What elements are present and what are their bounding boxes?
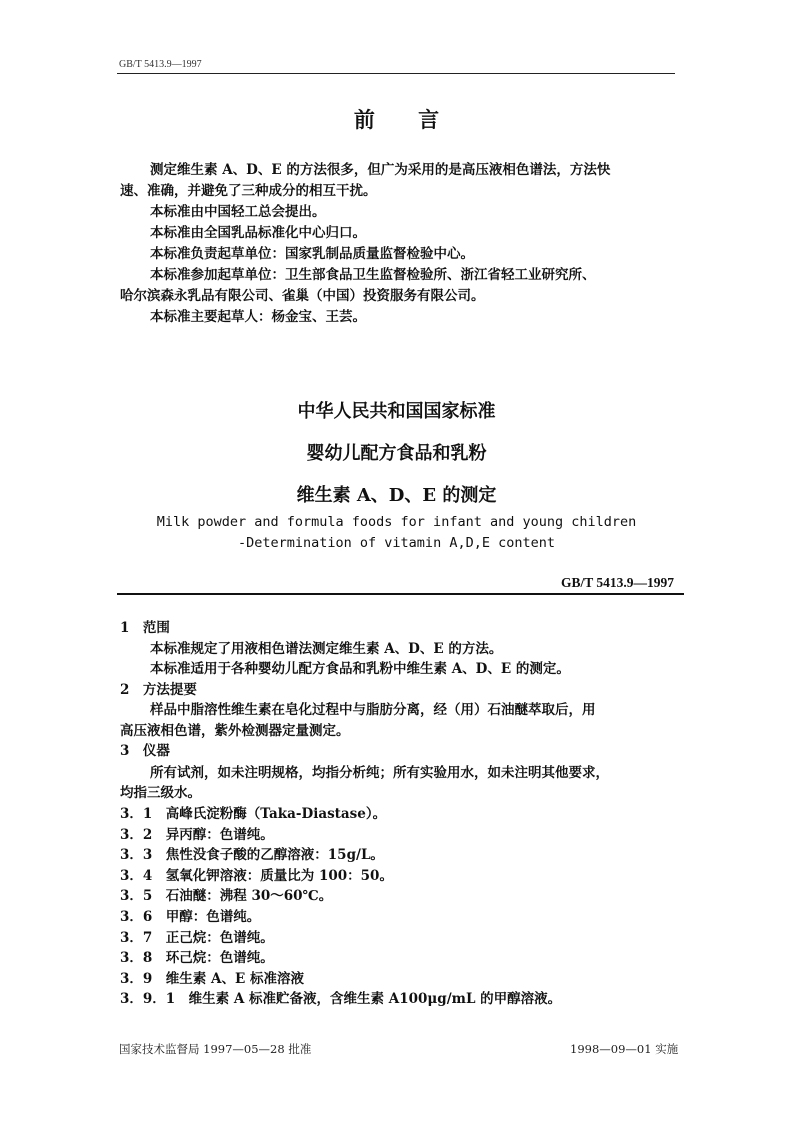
body-line: 本标准规定了用液相色谱法测定维生素 A、D、E 的方法。 bbox=[150, 641, 503, 657]
section-heading: 1 范围 bbox=[120, 620, 170, 636]
body-line: 本标准适用于各种婴幼儿配方食品和乳粉中维生素 A、D、E 的测定。 bbox=[150, 661, 570, 677]
preface-line: 本标准参加起草单位：卫生部食品卫生监督检验所、浙江省轻工业研究所、 bbox=[150, 267, 596, 283]
preface-line: 哈尔滨森永乳品有限公司、雀巢（中国）投资服务有限公司。 bbox=[120, 288, 485, 304]
preface-line: 本标准由中国轻工总会提出。 bbox=[150, 204, 326, 220]
running-header-code: GB/T 5413.9—1997 bbox=[119, 59, 202, 70]
list-item: 3．9．1 维生素 A 标准贮备液，含维生素 A100μg/mL 的甲醇溶液。 bbox=[120, 991, 562, 1007]
preface-line: 本标准主要起草人：杨金宝、王芸。 bbox=[150, 309, 366, 325]
header-divider bbox=[117, 73, 675, 74]
preface-title: 前 言 bbox=[353, 107, 458, 132]
english-title-line1: Milk powder and formula foods for infant and young children bbox=[156, 514, 637, 530]
standard-divider bbox=[117, 593, 684, 595]
list-item: 3．1 高峰氏淀粉酶（Taka-Diastase）。 bbox=[120, 806, 387, 822]
preface-line: 测定维生素 A、D、E 的方法很多，但广为采用的是高压液相色谱法，方法快 bbox=[150, 162, 611, 178]
section-heading: 3 仪器 bbox=[120, 743, 170, 759]
list-item: 3．9 维生素 A、E 标准溶液 bbox=[120, 971, 304, 987]
english-title-line2: -Determination of vitamin A,D,E content bbox=[238, 535, 555, 551]
approval-date: 国家技术监督局 1997—05—28 批准 bbox=[119, 1042, 312, 1056]
list-item: 3．4 氢氧化钾溶液：质量比为 100：50。 bbox=[120, 868, 393, 884]
body-line: 所有试剂，如未注明规格，均指分析纯；所有实验用水，如未注明其他要求， bbox=[150, 765, 609, 781]
preface-line: 速、准确，并避免了三种成分的相互干扰。 bbox=[120, 183, 377, 199]
list-item: 3．2 异丙醇：色谱纯。 bbox=[120, 827, 274, 843]
standard-issuer: 中华人民共和国国家标准 bbox=[297, 401, 496, 422]
standard-title-line1: 婴幼儿配方食品和乳粉 bbox=[306, 443, 487, 464]
body-line: 均指三级水。 bbox=[120, 785, 201, 801]
section-heading: 2 方法提要 bbox=[120, 682, 197, 698]
standard-title-line2: 维生素 A、D、E 的测定 bbox=[296, 485, 497, 506]
preface-line: 本标准负责起草单位：国家乳制品质量监督检验中心。 bbox=[150, 246, 474, 262]
standard-code: GB/T 5413.9—1997 bbox=[560, 575, 674, 590]
list-item: 3．3 焦性没食子酸的乙醇溶液：15g/L。 bbox=[120, 847, 384, 863]
list-item: 3．7 正己烷：色谱纯。 bbox=[120, 930, 274, 946]
body-line: 样品中脂溶性维生素在皂化过程中与脂肪分离，经（用）石油醚萃取后，用 bbox=[150, 702, 596, 718]
preface-line: 本标准由全国乳品标准化中心归口。 bbox=[150, 225, 366, 241]
implementation-date: 1998—09—01 实施 bbox=[570, 1042, 679, 1056]
body-line: 高压液相色谱，紫外检测器定量测定。 bbox=[120, 723, 350, 739]
list-item: 3．6 甲醇：色谱纯。 bbox=[120, 909, 261, 925]
list-item: 3．5 石油醚：沸程 30～60℃。 bbox=[120, 888, 333, 904]
list-item: 3．8 环己烷：色谱纯。 bbox=[120, 950, 274, 966]
